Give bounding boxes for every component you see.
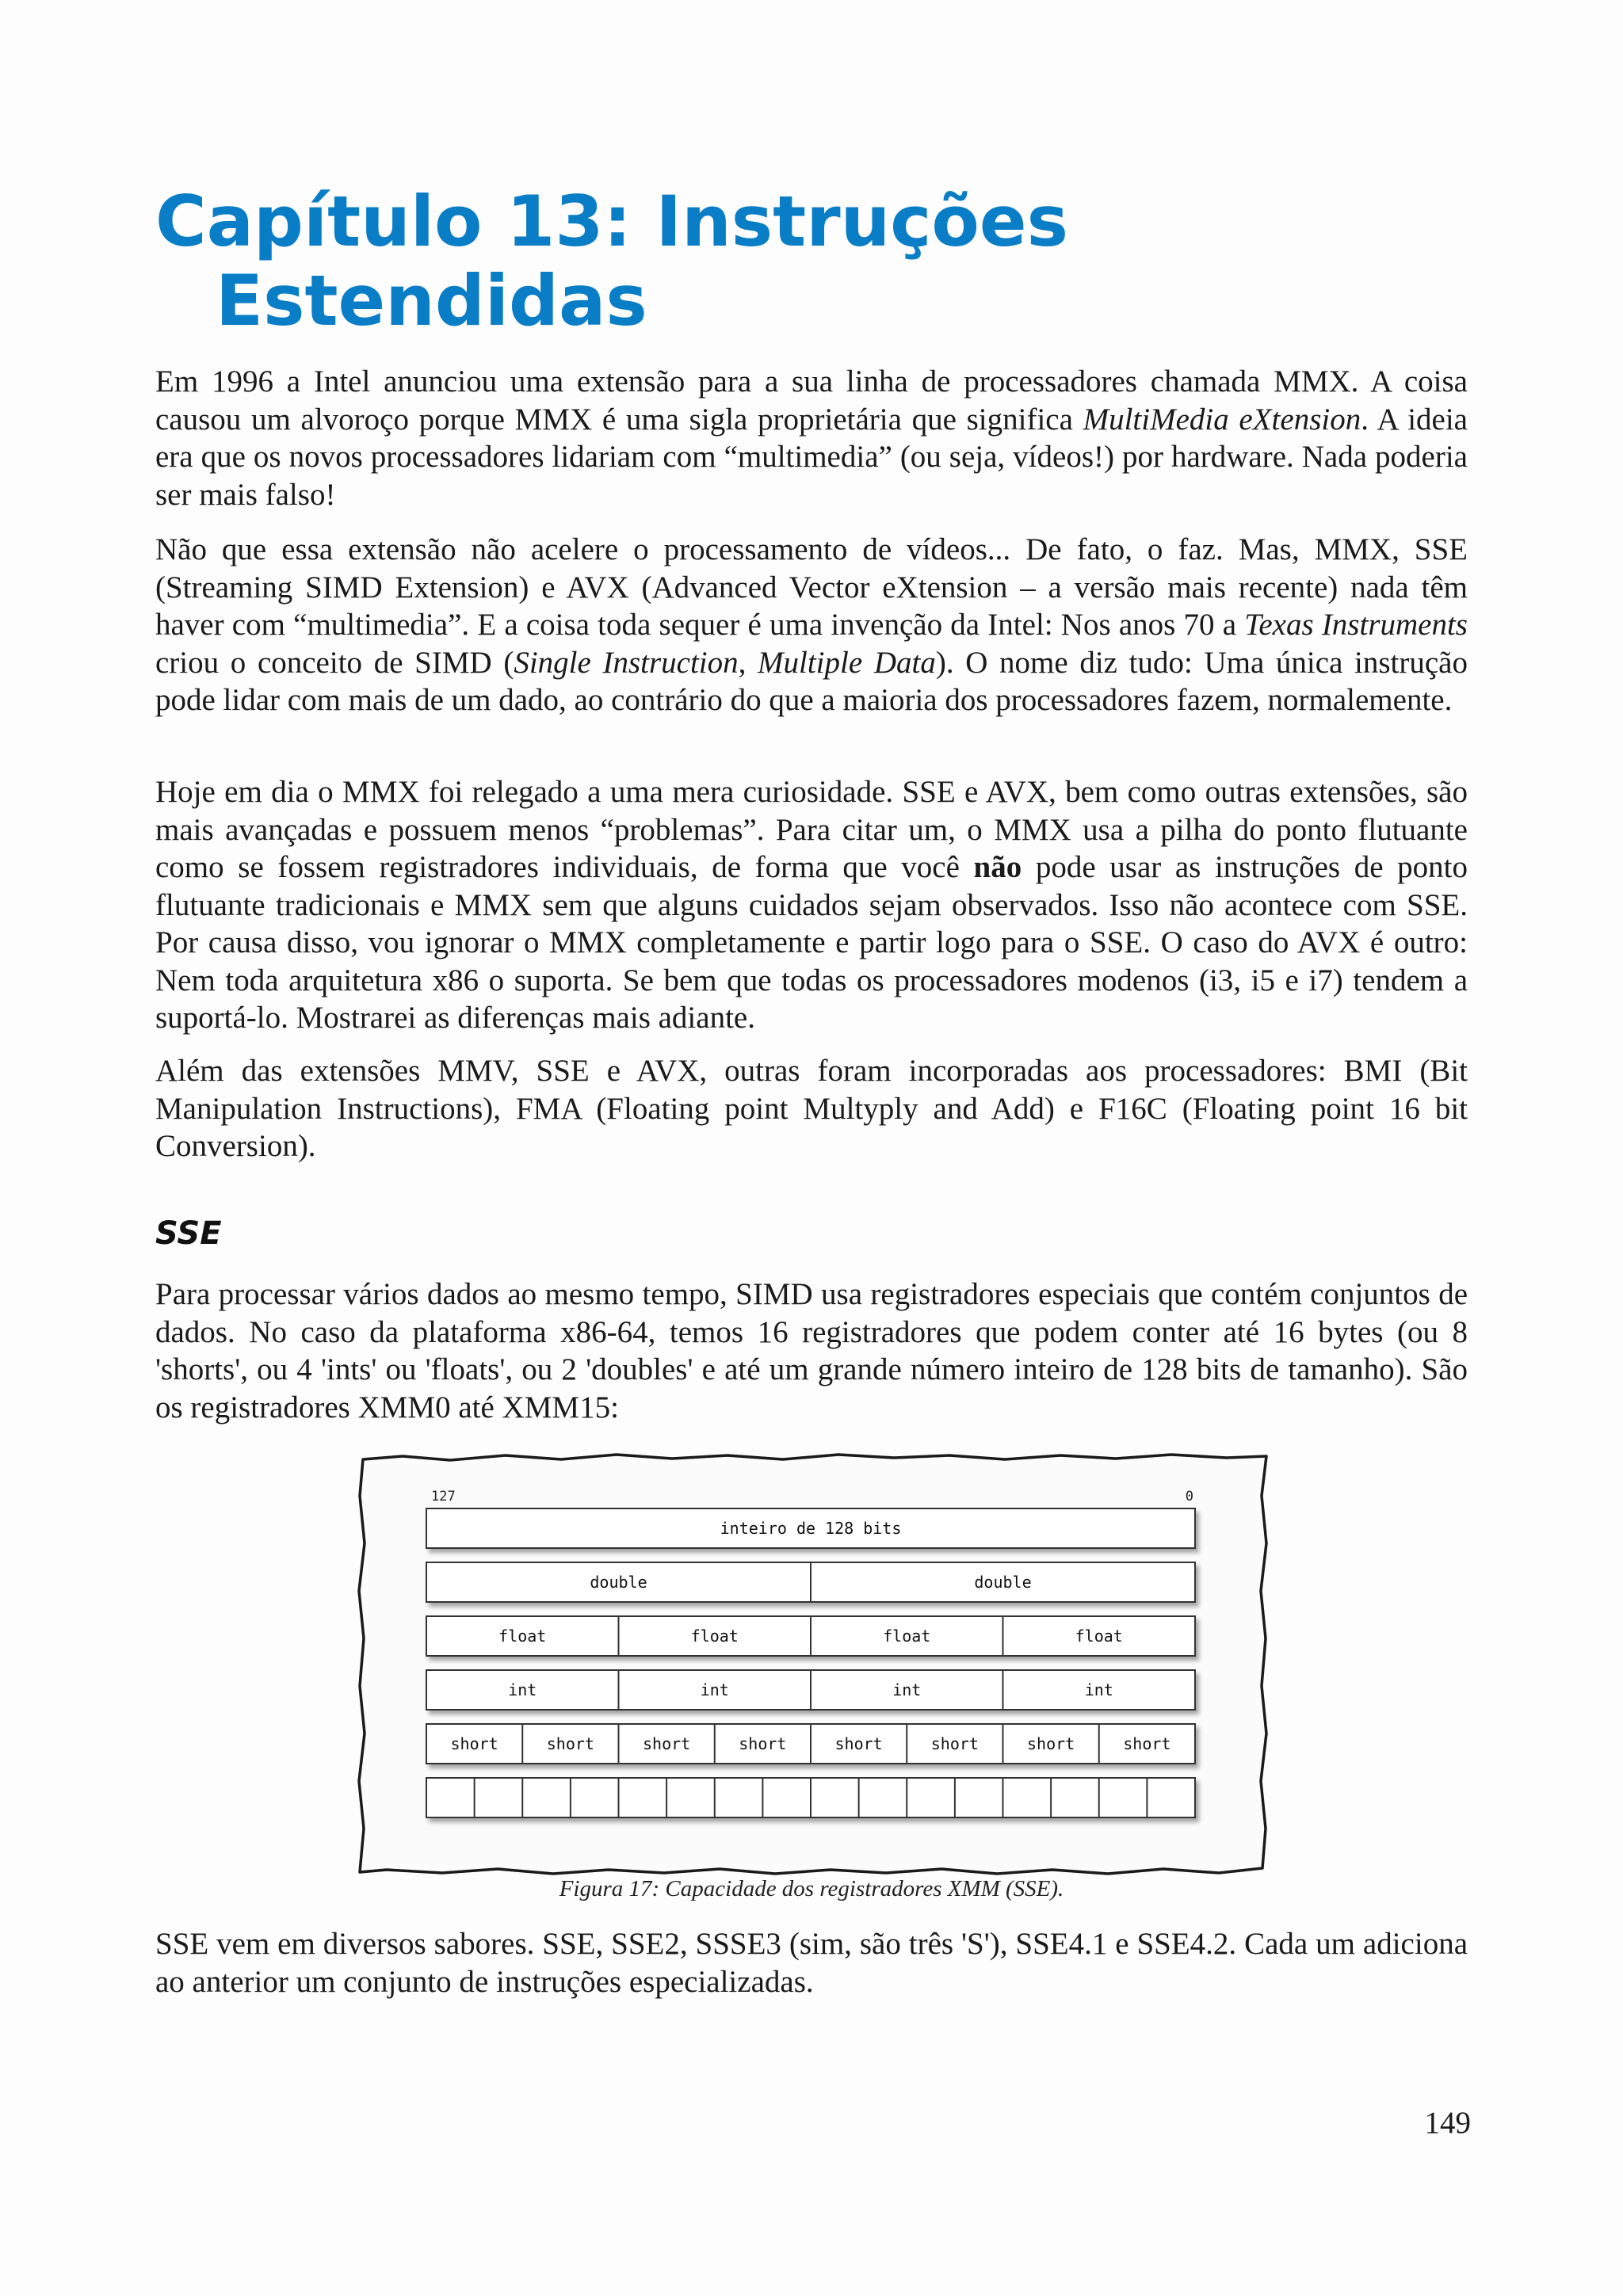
p3-text-b: pode usar as instruções de ponto flutuante tradicionais e MMX sem que alguns cuidados sejam observados. Isso não acontece com SSE. Por causa disso, vou ignorar o MMX completamente e partir logo para o SSE. O caso do AVX é outro: Nem toda arquitetura x86 o suporta. Se bem que todas os processadores modenos (i3, i5 e i7) tendem a suportá-lo. Mostrarei as diferenças mais adiante. xyxy=(155,850,1468,1035)
register-cell-label: float xyxy=(1075,1627,1123,1646)
register-cell-label: int xyxy=(700,1680,729,1699)
register-cell-label: float xyxy=(883,1627,931,1646)
p2-text-c: ). O nome diz tudo: Uma única instrução pode lidar com mais de um dado, ao contrário do que a maioria dos processadores fazem, normalemente. xyxy=(155,645,1468,717)
paragraph-other-extensions: Além das extensões MMV, SSE e AVX, outras foram incorporadas aos processadores: BMI (Bit Manipulation Instructions), FMA (Floating point Multyply and Add) e F16C (Floating point 16 bit Conversion). xyxy=(155,1054,1468,1163)
register-cell-label: short xyxy=(1123,1734,1171,1753)
paragraph-mmx-intro xyxy=(155,363,1468,513)
register-cell-label: int xyxy=(508,1680,537,1699)
register-cell-label: float xyxy=(498,1627,547,1646)
register-cell-label: inteiro de 128 bits xyxy=(720,1519,902,1538)
register-cell-label: short xyxy=(1027,1734,1075,1753)
p1-text-b: . A ideia era que os novos processadores lidariam com “multimedia” (ou seja, vídeos!) por hardware. Nada poderia ser mais falso! xyxy=(155,402,1468,512)
section-title-sse: SSE xyxy=(155,1215,222,1252)
chapter-title-line2: Estendidas xyxy=(216,260,647,341)
p2-emphasis-2: Single Instruction, Multiple Data xyxy=(514,645,936,680)
register-cell-label: int xyxy=(892,1680,922,1699)
register-cell-label: int xyxy=(1084,1680,1113,1699)
figure-caption: Figura 17: Capacidade dos registradores XMM (SSE). xyxy=(559,1876,1064,1901)
paragraph-sse-registers: Para processar vários dados ao mesmo tempo, SIMD usa registradores especiais que contém conjuntos de dados. No caso da plataforma x86-64, temos 16 registradores que podem conter até 16 bytes (ou 8 'shorts', ou 4 'ints' ou 'floats', ou 2 'doubles' e até um grande número inteiro de 128 bits de tamanho). São os registradores XMM0 até XMM15: xyxy=(155,1277,1468,1425)
page-number: 149 xyxy=(1424,2106,1471,2140)
register-cell-label: short xyxy=(546,1734,594,1753)
paragraph-mmx-today xyxy=(155,773,1468,1037)
chapter-title-line1: Capítulo 13: Instruções xyxy=(155,181,1068,262)
xmm-register-figure xyxy=(355,1448,1268,1876)
p2-text-a: Não que essa extensão não acelere o processamento de vídeos... De fato, o faz. Mas, MMX, SSE (Streaming SIMD Extension) e AVX (Advanced Vector eXtension – a versão mais recente) nada têm haver com “multimedia”. E a coisa toda sequer é uma invenção da Intel: Nos anos 70 a xyxy=(155,532,1468,642)
bit-high-label: 127 xyxy=(431,1489,456,1505)
chapter-title xyxy=(155,182,1503,341)
p2-emphasis-1: Texas Instruments xyxy=(1244,608,1468,642)
register-cell-label: short xyxy=(643,1734,691,1753)
register-cell-label: short xyxy=(930,1734,979,1753)
p1-text-a: Em 1996 a Intel anunciou uma extensão para a sua linha de processadores chamada MMX. A coisa causou um alvoroço porque MMX é uma sigla proprietária que significa xyxy=(155,364,1468,437)
p2-text-b: criou o conceito de SIMD ( xyxy=(155,645,514,680)
register-cell-label: double xyxy=(590,1573,647,1592)
register-cell-label: short xyxy=(834,1734,883,1753)
register-cell-label: double xyxy=(974,1573,1032,1592)
register-cell-label: short xyxy=(450,1734,498,1753)
p3-strong: não xyxy=(973,850,1022,884)
register-cell-label: short xyxy=(739,1734,787,1753)
paragraph-simd-origin xyxy=(155,531,1468,719)
paragraph-sse-flavors: SSE vem em diversos sabores. SSE, SSE2, SSSE3 (sim, são três 'S'), SSE4.1 e SSE4.2. Cada um adiciona ao anterior um conjunto de instruções especializadas. xyxy=(155,1927,1468,1999)
p1-emphasis: MultiMedia eXtension xyxy=(1083,402,1361,437)
p3-text-a: Hoje em dia o MMX foi relegado a uma mera curiosidade. SSE e AVX, bem como outras extensões, são mais avançadas e possuem menos “problemas”. Para citar um, o MMX usa a pilha do ponto flutuante como se fossem registradores individuais, de forma que você xyxy=(155,775,1468,884)
bit-low-label: 0 xyxy=(1185,1489,1193,1505)
register-cell-label: float xyxy=(690,1627,739,1646)
